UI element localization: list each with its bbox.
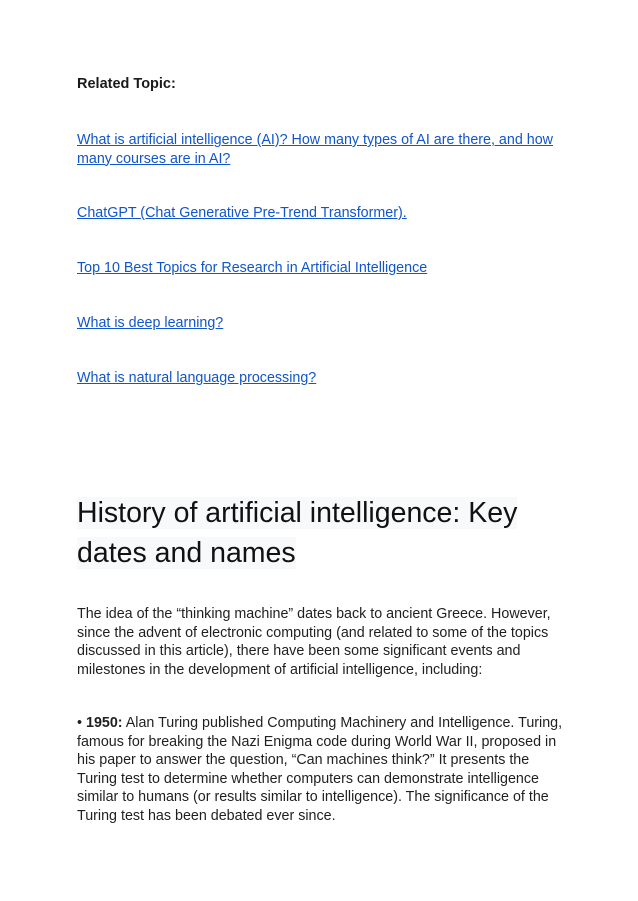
link-deep-learning[interactable]: What is deep learning? [77,315,224,331]
link-what-is-ai[interactable]: What is artificial intelligence (AI)? How many types of AI are there, and how many courses are in AI? [77,132,553,167]
link-top-10-topics[interactable]: Top 10 Best Topics for Research in Artificial Intelligence [77,260,428,276]
section-title [77,493,557,573]
link-chatgpt[interactable]: ChatGPT (Chat Generative Pre-Trend Transformer). [77,205,407,221]
section-title-text: History of artificial intelligence: Key dates and names [77,497,518,569]
related-topic-heading: Related Topic: [77,76,176,92]
milestone-year: 1950: [86,715,123,731]
link-nlp[interactable]: What is natural language processing? [77,370,317,386]
milestone-text: Alan Turing published Computing Machinery and Intelligence. Turing, famous for breaking the Nazi Enigma code during World War II, proposed in his paper to answer the question, “Can machines think?” It presents the Turing test to determine whether computers can demonstrate intelligence similar to humans (or results similar to intelligence). The significance of the Turing test has been debated ever since. [77,715,563,824]
milestone-1950 [77,714,567,825]
bullet: • [77,715,83,731]
intro-paragraph: The idea of the “thinking machine” dates back to ancient Greece. However, since the advent of electronic computing (and related to some of the topics discussed in this article), there have been some significant events and milestones in the development of artificial intelligence, including: [77,606,551,678]
